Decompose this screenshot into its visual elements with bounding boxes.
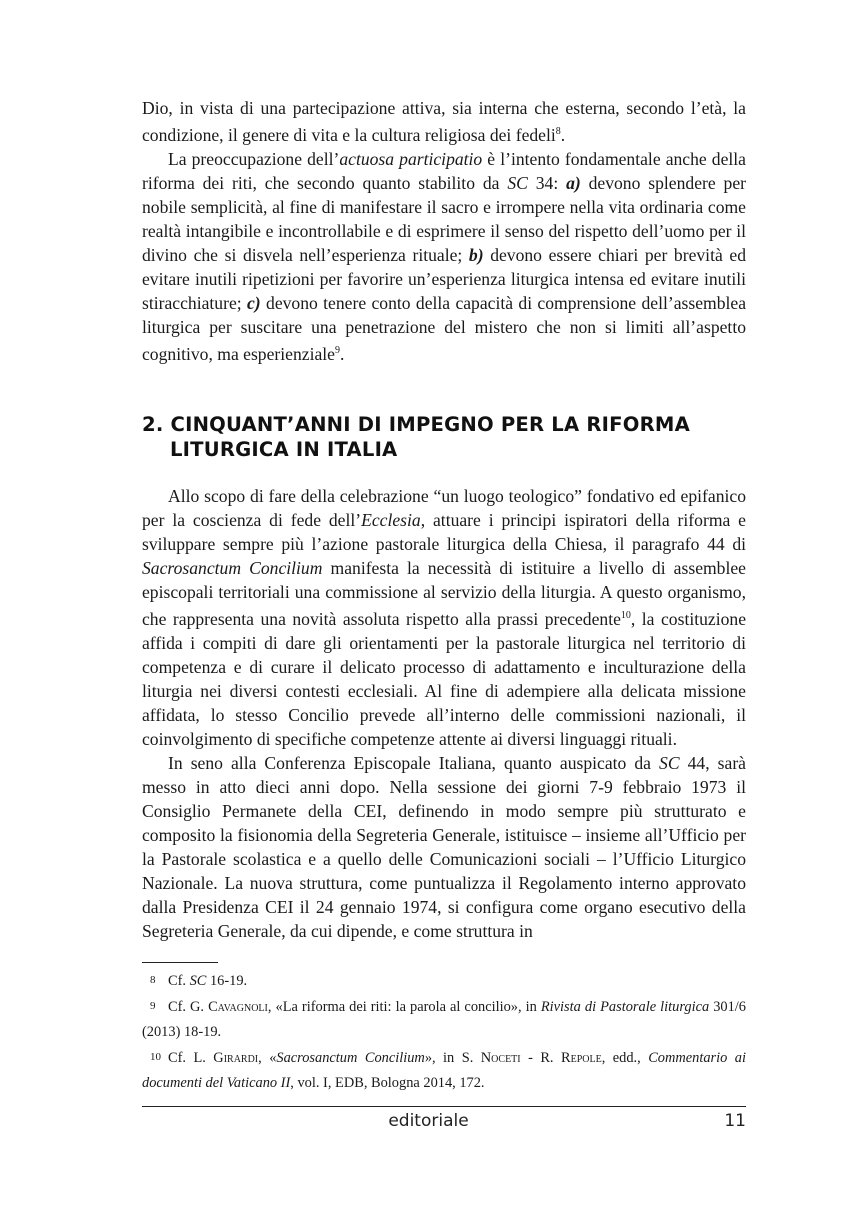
page-body	[142, 96, 746, 943]
author-name: Girardi	[213, 1050, 259, 1066]
text-run: 16-19.	[206, 973, 248, 989]
text-run: Dio, in vista di una partecipazione attiva, sia interna che esterna, secondo l’età, la condizione, il genere di vita e la cultura religiosa dei fedeli	[142, 98, 746, 145]
section-heading	[142, 412, 746, 462]
text-run: Cf. L.	[168, 1050, 214, 1066]
paragraph-actuosa	[142, 147, 746, 366]
text-run: - R.	[520, 1050, 561, 1066]
text-run: 301/6 (2013) 18-19.	[142, 999, 746, 1040]
text-run: 44, sarà messo in atto dieci anni dopo. Nella sessione dei giorni 7-9 febbraio 1973 il Consiglio Permanete della CEI, definendo in modo sempre più strutturato e composito la fisionomia della Segreteria Generale, istituisce – insieme all’Ufficio per la Pastorale scolastica e a quello delle Comunicazioni sociali – l’Ufficio Liturgico Nazionale. La nuova struttura, come puntualizza il Regolamento interno approvato dalla Presidenza CEI il 24 gennaio 1974, si configura come organo esecutivo della Segreteria Generale, da cui dipende, e come struttura in	[142, 752, 746, 941]
italic-term: Sacrosanctum Concilium	[142, 557, 323, 578]
text-run: , «	[258, 1050, 277, 1066]
footnote-separator	[142, 962, 218, 963]
footnote-ref-8: 8	[555, 126, 561, 137]
paragraph-scopo	[142, 484, 746, 751]
footnote-ref-9: 9	[334, 344, 340, 356]
heading-line-2: LITURGICA IN ITALIA	[170, 437, 398, 461]
text-run: Cf. G.	[168, 999, 209, 1015]
text-run: devono splendere per nobile semplicità, al fine di manifestare il sacro e irrompere nella vita ordinaria come realtà intangibile e incontrollabile e di esprimere il senso del rispetto dell’uomo per il divino che si disvela nell’esperienza rituale;	[142, 172, 747, 265]
text-run: , edd.,	[601, 1050, 649, 1066]
text-run: Cf.	[168, 973, 190, 989]
text-run: devono tenere conto della capacità di comprensione dell’assemblea liturgica per suscitare una penetrazione del mistero che non si limiti all’aspetto cognitivo, ma esperienziale	[142, 292, 747, 364]
editor-name: Repole	[560, 1050, 602, 1066]
text-run: La preoccupazione dell’	[168, 148, 340, 169]
abbreviation: SC	[189, 973, 207, 989]
running-footer: editoriale	[388, 1111, 469, 1131]
text-run: è l’intento fondamentale anche della riforma dei riti, che secondo quanto stabilito da	[142, 148, 746, 193]
text-run: , «La riforma dei riti: la parola al concilio», in	[267, 999, 541, 1015]
list-label: c)	[247, 292, 261, 313]
text-run: », in S.	[424, 1050, 481, 1066]
text-run: , la costituzione affida i compiti di dare gli orientamenti per la pastorale liturgica nel territorio di competenza e di curare il delicato processo di adattamento e inculturazione della liturgia nei diversi contesti ecclesiali. Al fine di adempiere alla delicata missione affidata, lo stesso Concilio prevede all’interno delle commissioni nazionali, il coinvolgimento di specifiche competenze attente ai diversi linguaggi rituali.	[142, 608, 747, 749]
page-number: 11	[724, 1111, 746, 1131]
editor-name: Noceti	[480, 1050, 521, 1066]
text-run: Allo scopo di fare della celebrazione “un luogo teologico” fondativo ed epifanico per la coscienza di fede dell’	[142, 485, 746, 530]
footnote-9	[142, 994, 746, 1045]
text-run: .	[560, 124, 566, 145]
italic-term: Ecclesia	[361, 509, 421, 530]
text-run: manifesta la necessità di istituire a livello di assemblee episcopali territoriali una commissione al servizio della liturgia. A questo organismo, che rappresenta una novità assoluta rispetto alla prassi precedente	[142, 557, 746, 629]
paragraph-continuation	[142, 96, 746, 147]
text-run: In seno alla Conferenza Episcopale Italiana, quanto auspicato da	[168, 752, 660, 773]
paragraph-cei	[142, 751, 746, 943]
abbreviation: SC	[507, 172, 528, 193]
footer-rule	[142, 1106, 746, 1107]
footnotes	[142, 968, 746, 1096]
abbreviation: SC	[659, 752, 680, 773]
list-label: b)	[468, 244, 484, 265]
text-run: , vol. I, EDB, Bologna 2014, 172.	[290, 1075, 485, 1091]
text-run: , attuare i principi ispiratori della riforma e sviluppare sempre più l’azione pastorale liturgica della Chiesa, il paragrafo 44 di	[142, 509, 746, 554]
footnote-10	[142, 1045, 746, 1096]
footnote-ref-10: 10	[620, 609, 631, 621]
list-label: a)	[566, 172, 581, 193]
footnote-number: 10	[150, 1051, 161, 1063]
work-title: Sacrosanctum Concilium	[276, 1050, 425, 1066]
footnote-8	[142, 968, 746, 994]
italic-term: actuosa participatio	[339, 148, 483, 169]
text-run: .	[339, 343, 345, 364]
footnote-number: 8	[150, 974, 156, 986]
journal-title: Rivista di Pastorale liturgica	[540, 999, 710, 1015]
heading-line-1: 2. CINQUANT’ANNI DI IMPEGNO PER LA RIFORMA	[142, 412, 690, 436]
text-run: devono essere chiari per brevità ed evitare inutili ripetizioni per favorire un’esperienza liturgica intensa ed evitare inutili stiracchiature;	[142, 244, 746, 313]
book-title: Commentario ai documenti del Vaticano II	[142, 1050, 746, 1091]
author-name: Cavagnoli	[208, 999, 268, 1015]
text-run: 34:	[527, 172, 567, 193]
footnote-number: 9	[150, 1000, 156, 1012]
